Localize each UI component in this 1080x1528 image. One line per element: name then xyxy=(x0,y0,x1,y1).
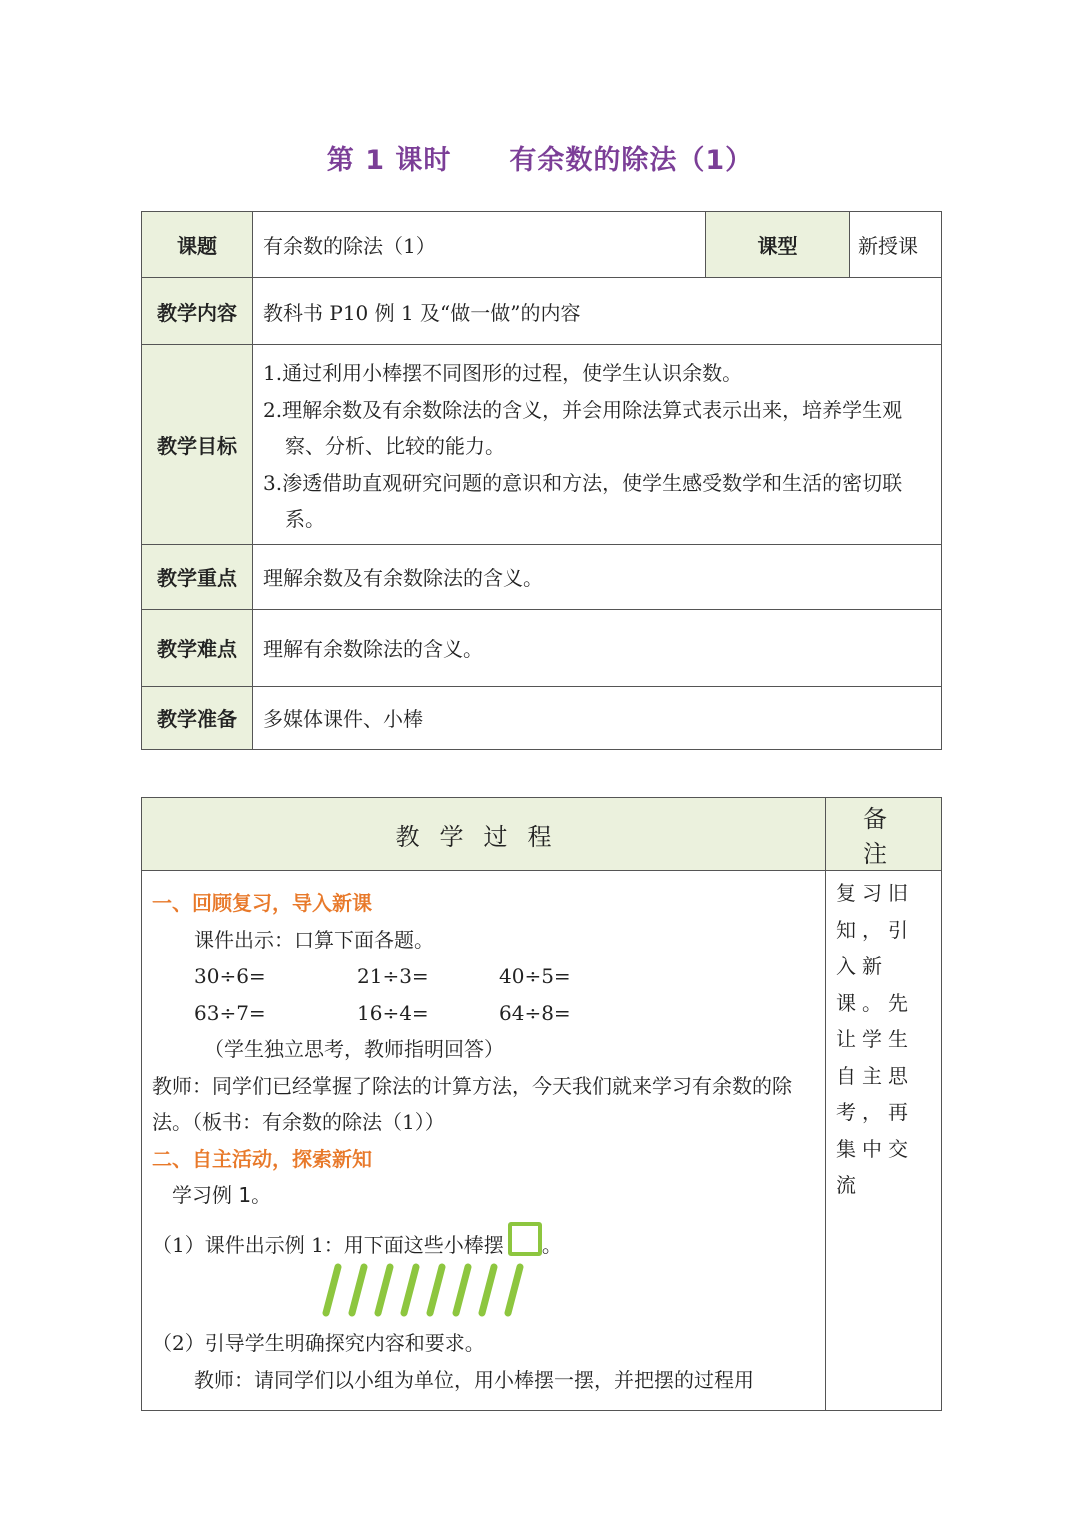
content-label: 教学内容 xyxy=(142,278,253,345)
teaching-process-table xyxy=(141,797,942,1411)
title-lesson-name: 有余数的除法（1） xyxy=(509,145,754,176)
sticks-illustration xyxy=(152,1263,815,1325)
process-header: 教学过程 xyxy=(142,798,826,871)
calc-item: 64÷8= xyxy=(499,1000,571,1025)
calc-row xyxy=(152,958,815,995)
notes-content: 复习旧知，引入新课。先让学生自主思考，再集中交流 xyxy=(826,871,942,1411)
content-value: 教科书 P10 例 1 及“做一做”的内容 xyxy=(253,278,942,345)
step1-text: （1）课件出示例 1：用下面这些小棒摆 xyxy=(152,1232,504,1257)
calc-item: 21÷3= xyxy=(357,964,429,988)
process-content xyxy=(142,871,826,1411)
difficulty-value: 理解有余数除法的含义。 xyxy=(253,609,942,686)
sticks-icon xyxy=(312,1263,532,1319)
topic-value: 有余数的除法（1） xyxy=(253,212,706,278)
type-label: 课型 xyxy=(706,212,850,278)
courseware-text: 课件出示：口算下面各题。 xyxy=(194,927,434,952)
step2-text: （2）引导学生明确探究内容和要求。 xyxy=(152,1331,485,1355)
key-point-value: 理解余数及有余数除法的含义。 xyxy=(253,544,942,609)
type-value: 新授课 xyxy=(850,212,942,278)
calc-row xyxy=(152,995,815,1032)
page-title xyxy=(0,138,1080,177)
lesson-info-table xyxy=(141,211,942,750)
notes-header: 备注 xyxy=(826,798,942,871)
prep-value: 多媒体课件、小棒 xyxy=(253,686,942,749)
section-review-title: 一、回顾复习，导入新课 xyxy=(152,891,372,915)
goals-list xyxy=(253,345,942,545)
step1-end: 。 xyxy=(541,1232,562,1257)
prep-label: 教学准备 xyxy=(142,686,253,749)
calc-item: 30÷6= xyxy=(194,964,266,988)
calc-item: 40÷5= xyxy=(499,964,571,988)
teacher-instruction-text: 教师：请同学们以小组为单位，用小棒摆一摆，并把摆的过程用 xyxy=(194,1367,754,1392)
goal-item: 1.通过利用小棒摆不同图形的过程，使学生认识余数。 xyxy=(263,361,743,385)
step1-line xyxy=(152,1222,815,1264)
goal-item: 2.理解余数及有余数除法的含义，并会用除法算式表示出来，培养学生观察、分析、比较的能力。 xyxy=(263,397,903,458)
topic-label: 课题 xyxy=(142,212,253,278)
calc-item: 63÷7= xyxy=(194,1000,266,1025)
teacher-intro-text: 教师：同学们已经掌握了除法的计算方法，今天我们就来学习有余数的除法。（板书：有余数的除法（1）） xyxy=(152,1073,792,1134)
key-point-label: 教学重点 xyxy=(142,544,253,609)
title-lesson-number: 第 1 课时 xyxy=(326,145,452,176)
goals-label: 教学目标 xyxy=(142,345,253,545)
goal-item: 3.渗透借助直观研究问题的意识和方法，使学生感受数学和生活的密切联系。 xyxy=(263,470,903,531)
calc-item: 16÷4= xyxy=(357,1000,429,1025)
square-shape-icon xyxy=(508,1222,542,1256)
section-explore-title: 二、自主活动，探索新知 xyxy=(152,1146,372,1171)
difficulty-label: 教学难点 xyxy=(142,609,253,686)
student-note: （学生独立思考，教师指明回答） xyxy=(204,1037,504,1061)
study-example-label: 学习例 1。 xyxy=(172,1183,272,1207)
